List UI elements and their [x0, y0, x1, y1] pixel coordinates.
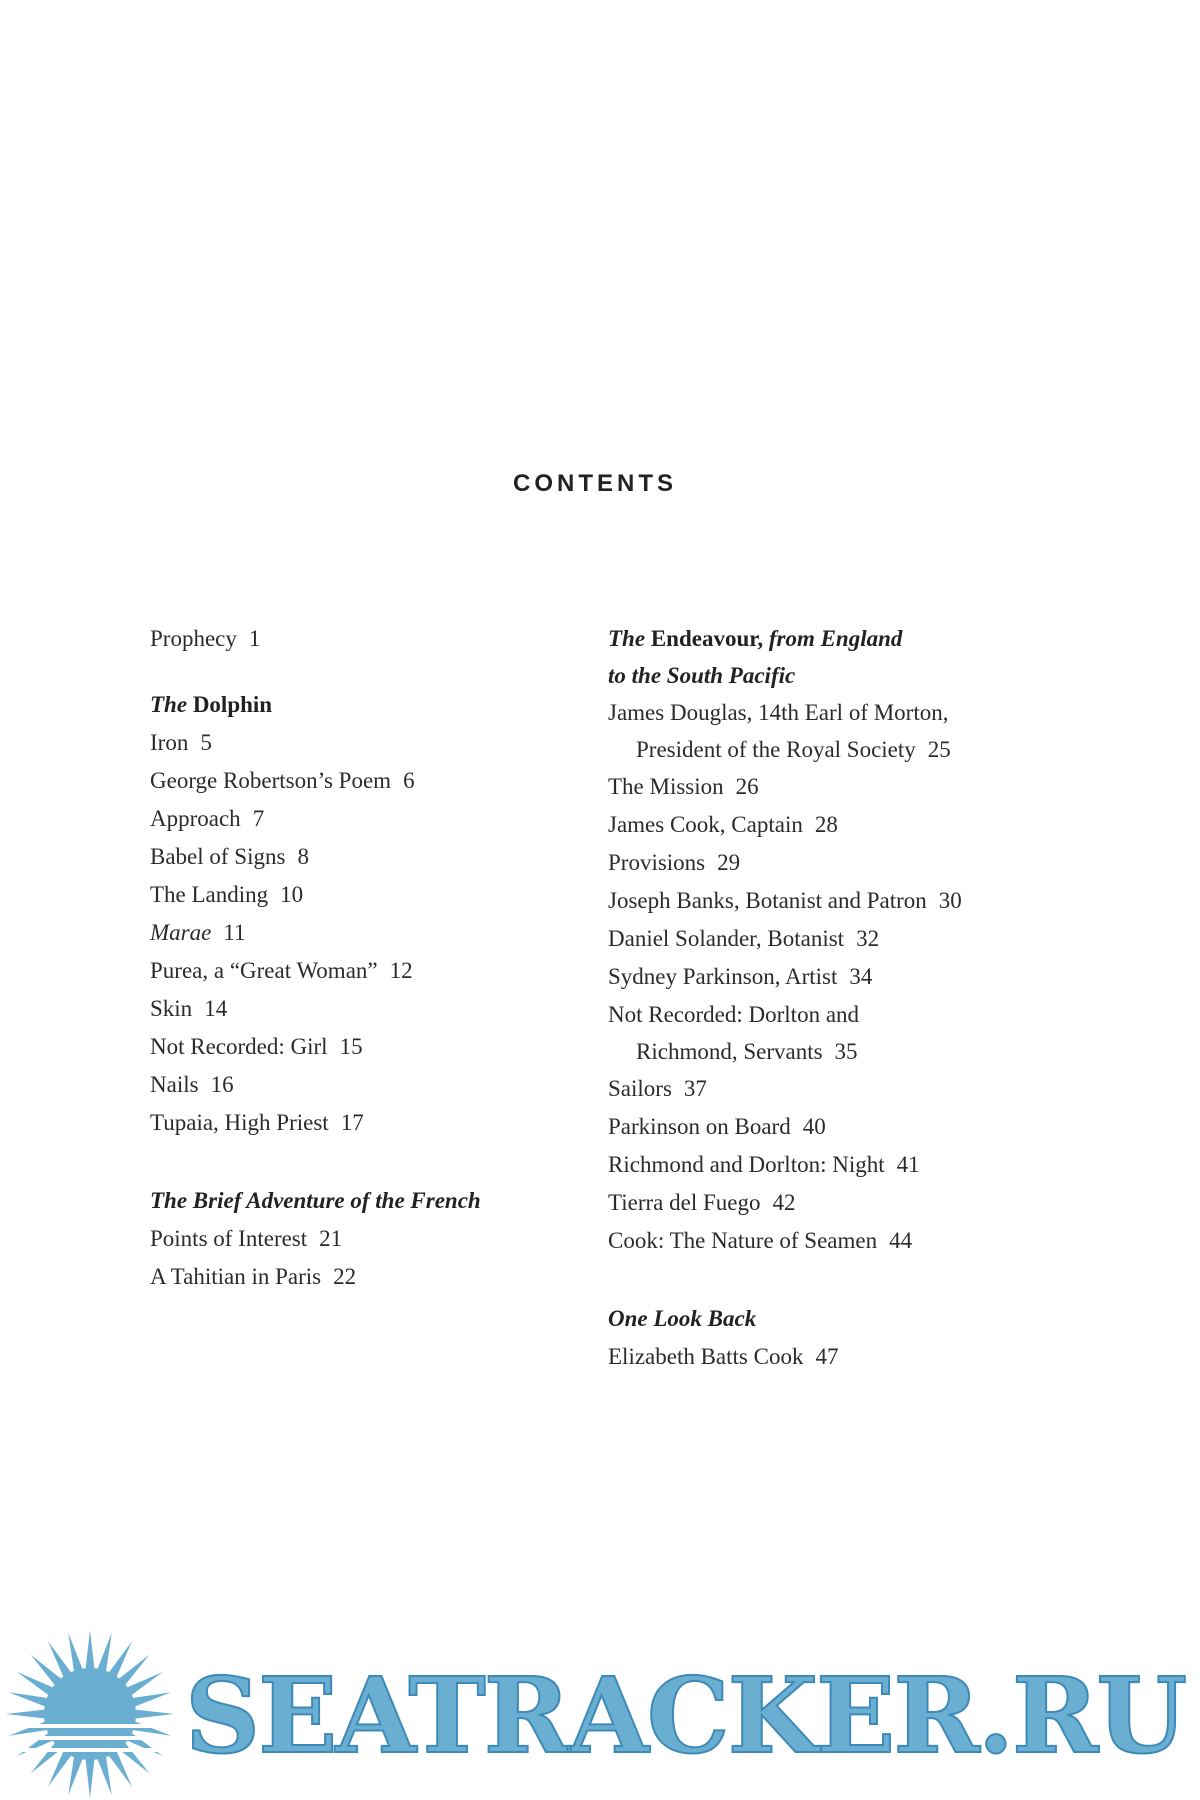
toc-entry-page: 28	[814, 812, 838, 837]
toc-entry[interactable]	[608, 920, 1078, 958]
toc-entry[interactable]	[150, 952, 570, 990]
section-title-french: The Brief Adventure of the French	[150, 1188, 481, 1213]
toc-entry-label: Babel of Signs	[150, 844, 286, 869]
toc-entry-label: Skin	[150, 996, 193, 1021]
toc-entry-label: Daniel Solander, Botanist	[608, 926, 845, 951]
toc-entry-page: 11	[223, 920, 246, 945]
french-entries	[150, 1220, 570, 1296]
toc-entry-page: 41	[896, 1152, 920, 1177]
toc-entry-label: James Douglas, 14th Earl of Morton,	[608, 700, 949, 725]
toc-entry-page: 26	[735, 774, 759, 799]
toc-entry-label: Not Recorded: Dorlton and	[608, 1002, 860, 1027]
toc-entry-label: Cook: The Nature of Seamen	[608, 1228, 878, 1253]
toc-entry-label-cont: Richmond, Servants	[636, 1039, 823, 1064]
toc-entry-page: 35	[834, 1039, 858, 1064]
toc-entry-page: 22	[333, 1264, 357, 1289]
dolphin-entries	[150, 724, 570, 1142]
toc-entry-label: Sailors	[608, 1076, 672, 1101]
toc-entry-page: 34	[849, 964, 873, 989]
toc-entry-label: Points of Interest	[150, 1226, 308, 1251]
sun-ray	[68, 1633, 83, 1673]
toc-right-column	[608, 620, 1078, 1376]
toc-left-column	[150, 620, 570, 1296]
toc-entry-label: James Cook, Captain	[608, 812, 803, 837]
toc-entry-page: 5	[200, 730, 212, 755]
sun-ray	[6, 1709, 46, 1718]
toc-entry[interactable]	[608, 958, 1078, 996]
toc-entry-page: 47	[815, 1344, 839, 1369]
toc-entry-label: Marae	[150, 920, 212, 945]
toc-entry-page: 40	[802, 1114, 826, 1139]
sun-ray	[85, 1630, 94, 1670]
toc-entry-label: The Mission	[608, 774, 724, 799]
toc-entry[interactable]	[608, 1070, 1078, 1108]
toc-entry-page: 44	[889, 1228, 913, 1253]
toc-entry[interactable]	[608, 1338, 1078, 1376]
toc-entry[interactable]	[150, 800, 570, 838]
section-title-look-back: One Look Back	[608, 1306, 757, 1331]
toc-entry[interactable]	[608, 1184, 1078, 1222]
toc-entry-page: 17	[340, 1110, 364, 1135]
toc-entry[interactable]	[150, 876, 570, 914]
toc-entry-label: Tierra del Fuego	[608, 1190, 761, 1215]
toc-entry-label: Prophecy	[150, 626, 237, 651]
sun-ray	[97, 1633, 112, 1673]
toc-entry-page: 10	[280, 882, 304, 907]
toc-entry-page: 12	[389, 958, 413, 983]
sun-ray	[134, 1709, 174, 1718]
toc-entry[interactable]	[150, 1258, 570, 1296]
toc-entry[interactable]	[608, 1222, 1078, 1260]
toc-entry-prophecy[interactable]	[150, 620, 570, 658]
toc-entry[interactable]	[608, 1146, 1078, 1184]
toc-entry-morton[interactable]	[608, 694, 1078, 768]
sun-ray	[131, 1692, 171, 1707]
toc-entry-label: Richmond and Dorlton: Night	[608, 1152, 885, 1177]
watermark-text: SEATRACKER.RU	[185, 1654, 1186, 1777]
toc-entry[interactable]	[608, 806, 1078, 844]
toc-entry-page: 21	[319, 1226, 343, 1251]
toc-entry-label: Iron	[150, 730, 189, 755]
sun-ray	[68, 1755, 83, 1795]
toc-entry-page: 6	[403, 768, 415, 793]
toc-entry[interactable]	[150, 1220, 570, 1258]
toc-entry-page: 42	[772, 1190, 796, 1215]
endeavour-entries-b	[608, 1070, 1078, 1260]
sun-icon	[0, 1628, 180, 1800]
toc-entry-page: 25	[927, 737, 951, 762]
sun-ray	[9, 1692, 49, 1707]
section-title-dolphin: The Dolphin	[150, 692, 273, 717]
toc-entry-page: 32	[856, 926, 880, 951]
contents-heading: CONTENTS	[513, 470, 677, 497]
sun-ray	[9, 1721, 49, 1736]
sun-ray	[131, 1721, 171, 1736]
toc-entry-label: Not Recorded: Girl	[150, 1034, 328, 1059]
toc-entry[interactable]	[150, 1104, 570, 1142]
toc-entry[interactable]	[150, 1028, 570, 1066]
toc-entry[interactable]	[150, 914, 570, 952]
toc-entry[interactable]	[150, 990, 570, 1028]
toc-entry-label: Provisions	[608, 850, 706, 875]
toc-entry-label: Approach	[150, 806, 241, 831]
toc-entry-label-cont: President of the Royal Society	[636, 737, 916, 762]
toc-entry-page: 16	[210, 1072, 234, 1097]
toc-entry[interactable]	[150, 724, 570, 762]
toc-entry-page: 30	[938, 888, 962, 913]
toc-entry[interactable]	[150, 838, 570, 876]
toc-entry-label: Parkinson on Board	[608, 1114, 791, 1139]
toc-entry-label: George Robertson’s Poem	[150, 768, 392, 793]
toc-entry[interactable]	[608, 844, 1078, 882]
toc-entry-label: Elizabeth Batts Cook	[608, 1344, 804, 1369]
endeavour-entries-a	[608, 768, 1078, 996]
toc-entry-label: Tupaia, High Priest	[150, 1110, 329, 1135]
toc-entry[interactable]	[608, 882, 1078, 920]
toc-entry[interactable]	[608, 768, 1078, 806]
section-title-endeavour: The Endeavour, from England to the South Pacific	[608, 626, 903, 688]
toc-entry[interactable]	[608, 1108, 1078, 1146]
toc-entry-page: 7	[252, 806, 265, 831]
toc-entry-dorlton[interactable]	[608, 996, 1078, 1070]
toc-entry-label: Joseph Banks, Botanist and Patron	[608, 888, 927, 913]
toc-entry-page: 8	[297, 844, 309, 869]
toc-entry-label: Purea, a “Great Woman”	[150, 958, 378, 983]
watermark	[0, 1628, 1200, 1800]
toc-entry-page: 1	[248, 626, 261, 651]
toc-entry-label: The Landing	[150, 882, 269, 907]
lookback-entries	[608, 1338, 1078, 1376]
toc-entry-label: Nails	[150, 1072, 199, 1097]
toc-entry-label: A Tahitian in Paris	[150, 1264, 322, 1289]
toc-entry-page: 29	[717, 850, 741, 875]
toc-entry-page: 37	[683, 1076, 707, 1101]
toc-entry[interactable]	[150, 1066, 570, 1104]
toc-entry[interactable]	[150, 762, 570, 800]
toc-entry-label: Sydney Parkinson, Artist	[608, 964, 838, 989]
toc-entry-page: 14	[204, 996, 228, 1021]
sun-ray	[97, 1755, 112, 1795]
toc-entry-page: 15	[339, 1034, 363, 1059]
sun-ray	[85, 1758, 94, 1798]
